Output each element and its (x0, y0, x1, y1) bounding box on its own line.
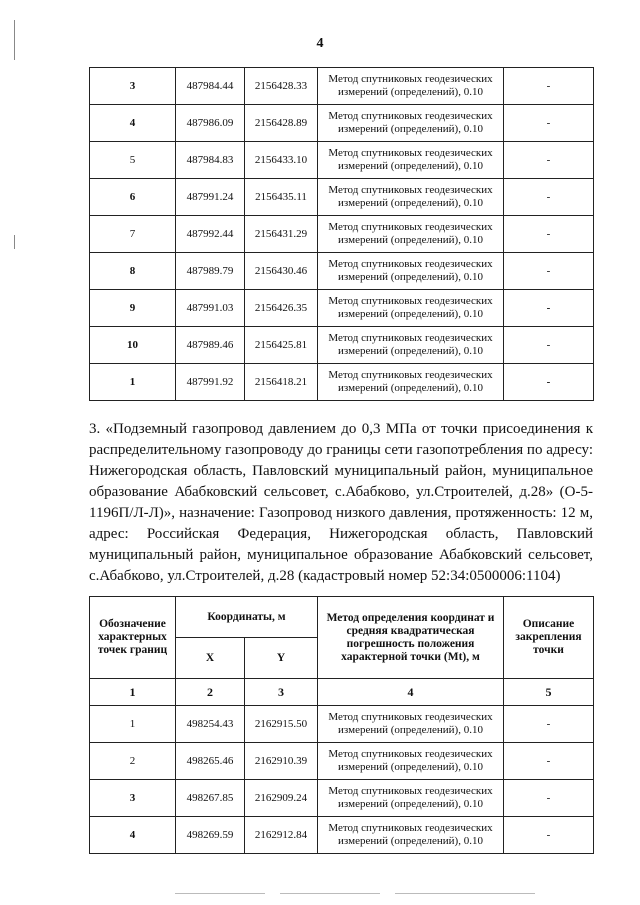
column-index: 5 (504, 679, 594, 706)
method-line-2: измерений (определений), 0.10 (338, 271, 483, 283)
coord-x: 487989.79 (176, 253, 245, 290)
point-number: 1 (90, 706, 176, 743)
method-line-2: измерений (определений), 0.10 (338, 123, 483, 135)
table-row (90, 743, 594, 780)
method-cell (318, 706, 504, 743)
point-number: 7 (90, 216, 176, 253)
point-description: - (504, 253, 594, 290)
method-line-1: Метод спутниковых геодезических (328, 332, 493, 344)
coord-y: 2162912.84 (245, 817, 318, 854)
method-line-1: Метод спутниковых геодезических (328, 184, 493, 196)
column-index-row (90, 679, 594, 706)
column-index: 1 (90, 679, 176, 706)
method-line-1: Метод спутниковых геодезических (328, 73, 493, 85)
page-bottom-divider (280, 893, 380, 894)
point-number: 4 (90, 105, 176, 142)
coord-x: 487992.44 (176, 216, 245, 253)
coord-x: 487991.03 (176, 290, 245, 327)
column-index: 3 (245, 679, 318, 706)
point-description: - (504, 743, 594, 780)
method-cell (318, 364, 504, 401)
method-line-1: Метод спутниковых геодезических (328, 110, 493, 122)
table-row (90, 364, 594, 401)
method-cell (318, 327, 504, 364)
point-description: - (504, 327, 594, 364)
coordinates-table (89, 596, 594, 854)
method-line-2: измерений (определений), 0.10 (338, 197, 483, 209)
coord-y: 2156428.89 (245, 105, 318, 142)
method-line-2: измерений (определений), 0.10 (338, 234, 483, 246)
point-description: - (504, 706, 594, 743)
method-cell (318, 743, 504, 780)
point-description: - (504, 105, 594, 142)
coord-y: 2156430.46 (245, 253, 318, 290)
point-number: 5 (90, 142, 176, 179)
method-line-2: измерений (определений), 0.10 (338, 86, 483, 98)
method-line-1: Метод спутниковых геодезических (328, 822, 493, 834)
header-method: Метод определения координат и средняя квадратическая погрешность положения характерной точки (Mt), м (318, 597, 504, 679)
coord-y: 2162915.50 (245, 706, 318, 743)
method-cell (318, 142, 504, 179)
table-row (90, 142, 594, 179)
method-line-1: Метод спутниковых геодезических (328, 295, 493, 307)
method-cell (318, 179, 504, 216)
table-row (90, 706, 594, 743)
column-index: 4 (318, 679, 504, 706)
coord-x: 498269.59 (176, 817, 245, 854)
page-bottom-divider (395, 893, 535, 894)
method-line-1: Метод спутниковых геодезических (328, 258, 493, 270)
coord-x: 487991.92 (176, 364, 245, 401)
method-line-2: измерений (определений), 0.10 (338, 308, 483, 320)
header-y: Y (245, 638, 318, 679)
method-line-2: измерений (определений), 0.10 (338, 160, 483, 172)
coord-y: 2156428.33 (245, 68, 318, 105)
method-line-1: Метод спутниковых геодезических (328, 711, 493, 723)
point-description: - (504, 780, 594, 817)
table-row (90, 253, 594, 290)
method-line-1: Метод спутниковых геодезических (328, 785, 493, 797)
coord-y: 2156425.81 (245, 327, 318, 364)
scan-margin-mark (14, 235, 15, 249)
method-line-1: Метод спутниковых геодезических (328, 369, 493, 381)
coord-y: 2162909.24 (245, 780, 318, 817)
coord-x: 487986.09 (176, 105, 245, 142)
coord-y: 2156426.35 (245, 290, 318, 327)
coord-x: 487984.44 (176, 68, 245, 105)
point-description: - (504, 817, 594, 854)
point-description: - (504, 216, 594, 253)
header-coordinates: Координаты, м (176, 597, 318, 638)
coord-x: 498267.85 (176, 780, 245, 817)
coord-y: 2156431.29 (245, 216, 318, 253)
table-row (90, 179, 594, 216)
table-row (90, 327, 594, 364)
coord-y: 2156433.10 (245, 142, 318, 179)
point-number: 2 (90, 743, 176, 780)
method-cell (318, 290, 504, 327)
object-description-paragraph: 3. «Подземный газопровод давлением до 0,3 МПа от точки присоединения к распределительному газопроводу до границы сети газопотребления по адресу: Нижегородская область, Павловский муниципальный район, муниципальное образование Абабковский сельсовет, с.Абабково, ул.Строителей, д.28» (О-5-1196П/Л-Л)», назначение: Газопровод низкого давления, протяженность: 12 м, адрес: Российская Федерация, Нижегородская область, Павловский муниципальный район, муниципальное образование Абабковский сельсовет, с.Абабково, ул.Строителей, д.28 (кадастровый номер 52:34:0500006:1104) (89, 421, 593, 584)
point-number: 10 (90, 327, 176, 364)
method-line-2: измерений (определений), 0.10 (338, 798, 483, 810)
point-number: 6 (90, 179, 176, 216)
coord-x: 498254.43 (176, 706, 245, 743)
method-cell (318, 253, 504, 290)
point-description: - (504, 68, 594, 105)
method-line-1: Метод спутниковых геодезических (328, 748, 493, 760)
point-description: - (504, 290, 594, 327)
method-cell (318, 105, 504, 142)
coord-x: 487991.24 (176, 179, 245, 216)
coord-y: 2156435.11 (245, 179, 318, 216)
coord-x: 498265.46 (176, 743, 245, 780)
coordinates-table-continued (89, 67, 594, 401)
table-row (90, 817, 594, 854)
point-number: 3 (90, 780, 176, 817)
table-row (90, 68, 594, 105)
header-description: Описание закрепления точки (504, 597, 594, 679)
method-line-2: измерений (определений), 0.10 (338, 724, 483, 736)
table-row (90, 216, 594, 253)
column-index: 2 (176, 679, 245, 706)
method-line-2: измерений (определений), 0.10 (338, 345, 483, 357)
method-line-2: измерений (определений), 0.10 (338, 382, 483, 394)
header-x: X (176, 638, 245, 679)
point-number: 3 (90, 68, 176, 105)
table-row (90, 290, 594, 327)
point-number: 1 (90, 364, 176, 401)
method-cell (318, 216, 504, 253)
page-number: 4 (316, 36, 324, 51)
method-line-2: измерений (определений), 0.10 (338, 761, 483, 773)
method-line-1: Метод спутниковых геодезических (328, 147, 493, 159)
coord-x: 487989.46 (176, 327, 245, 364)
method-line-2: измерений (определений), 0.10 (338, 835, 483, 847)
table-row (90, 780, 594, 817)
method-cell (318, 68, 504, 105)
coord-y: 2162910.39 (245, 743, 318, 780)
coord-y: 2156418.21 (245, 364, 318, 401)
method-cell (318, 817, 504, 854)
page-bottom-divider (175, 893, 265, 894)
point-description: - (504, 179, 594, 216)
point-number: 4 (90, 817, 176, 854)
header-designation: Обозначение характерных точек границ (90, 597, 176, 679)
method-cell (318, 780, 504, 817)
point-number: 8 (90, 253, 176, 290)
point-description: - (504, 364, 594, 401)
coord-x: 487984.83 (176, 142, 245, 179)
table-row (90, 105, 594, 142)
point-description: - (504, 142, 594, 179)
method-line-1: Метод спутниковых геодезических (328, 221, 493, 233)
point-number: 9 (90, 290, 176, 327)
